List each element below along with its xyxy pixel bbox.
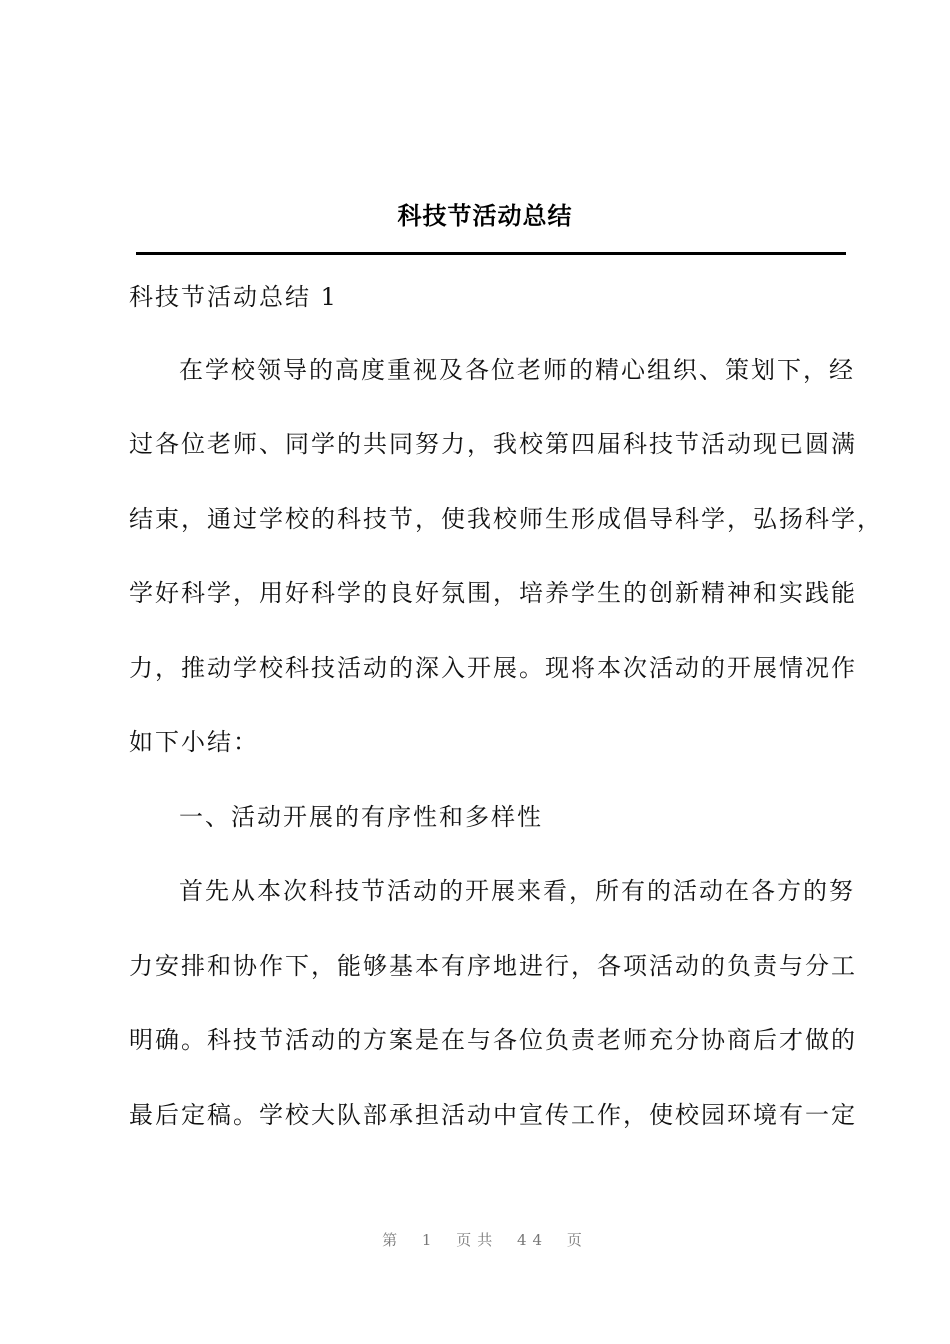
page-footer: [0, 1229, 950, 1250]
paragraph-line-2: 过各位老师、同学的共同努力，我校第四届科技节活动现已圆满: [129, 430, 857, 458]
footer-total-pages: 44: [517, 1231, 549, 1249]
paragraph-line-1: 在学校领导的高度重视及各位老师的精心组织、策划下，经: [179, 356, 855, 384]
section-heading: 科技节活动总结 1: [129, 283, 338, 311]
paragraph-line-10: 最后定稿。学校大队部承担活动中宣传工作，使校园环境有一定: [129, 1101, 857, 1129]
document-title: 科技节活动总结: [397, 202, 573, 230]
footer-prefix: 第: [382, 1231, 404, 1249]
paragraph-line-9: 明确。科技节活动的方案是在与各位负责老师充分协商后才做的: [129, 1026, 857, 1054]
paragraph-line-3: 结束，通过学校的科技节，使我校师生形成倡导科学，弘扬科学，: [129, 505, 883, 533]
footer-middle: 页共: [456, 1231, 499, 1249]
footer-page-number: 1: [421, 1231, 438, 1249]
paragraph-line-8: 力安排和协作下，能够基本有序地进行，各项活动的负责与分工: [129, 952, 857, 980]
footer-suffix: 页: [566, 1231, 588, 1249]
paragraph-line-6: 如下小结：: [129, 728, 259, 756]
paragraph-line-7: 首先从本次科技节活动的开展来看，所有的活动在各方的努: [179, 877, 855, 905]
subsection-heading: 一、活动开展的有序性和多样性: [179, 803, 543, 831]
paragraph-line-5: 力，推动学校科技活动的深入开展。现将本次活动的开展情况作: [129, 654, 857, 682]
title-underline: [136, 252, 846, 255]
paragraph-line-4: 学好科学，用好科学的良好氛围，培养学生的创新精神和实践能: [129, 579, 857, 607]
